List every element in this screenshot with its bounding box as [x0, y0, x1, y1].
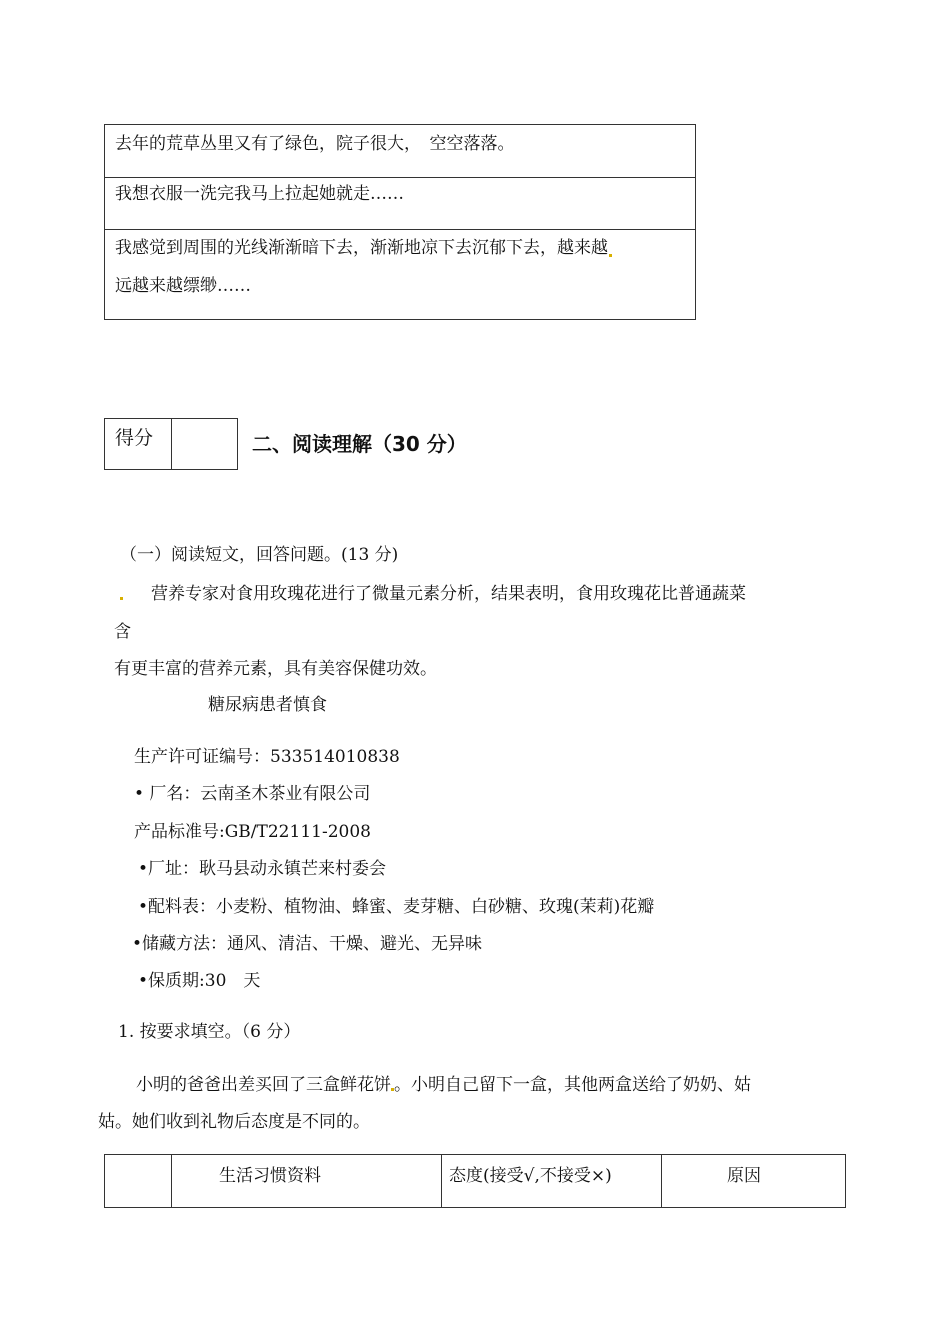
- row-text-line1: 我感觉到周围的光线渐渐暗下去，渐渐地凉下去沉郁下去，越来越: [115, 229, 612, 267]
- score-box: [104, 418, 238, 470]
- answer-table: [104, 1154, 846, 1208]
- table-row: [105, 125, 695, 178]
- row-text: 我想衣服一洗完我马上拉起她就走……: [115, 184, 404, 204]
- paragraph-line1: 营养专家对食用玫瑰花进行了微量元素分析，结果表明，食用玫瑰花比普通蔬菜: [120, 579, 746, 604]
- question-text-line2: 姑。她们收到礼物后态度是不同的。: [98, 1112, 370, 1132]
- mark-dot: [609, 254, 612, 257]
- mark-dot: [120, 597, 123, 600]
- table-row: [105, 229, 695, 319]
- factory-address: •厂址：耿马县动永镇芒来村委会: [138, 859, 387, 879]
- score-label-cell: [105, 419, 172, 469]
- section-title: 二、阅读理解（30 分）: [252, 432, 467, 456]
- passage-table: [104, 124, 696, 320]
- column-divider: [661, 1155, 662, 1207]
- paragraph-line2: 含: [114, 622, 131, 642]
- column-divider: [441, 1155, 442, 1207]
- product-standard: 产品标准号:GB/T22111-2008: [134, 822, 371, 842]
- question-text-line1: 小明的爸爸出差买回了三盒鲜花饼 。小明自己留下一盒，其他两盒送给了奶奶、姑: [136, 1075, 751, 1095]
- table-row: [105, 177, 695, 230]
- row-text-line2: 远越来越缥缈……: [115, 276, 251, 296]
- score-label: 得分: [115, 427, 154, 449]
- header-reason: 原因: [727, 1166, 761, 1186]
- license-number: 生产许可证编号：533514010838: [134, 747, 400, 767]
- reading-intro: （一）阅读短文，回答问题。(13 分): [120, 545, 399, 565]
- storage-method: •储藏方法：通风、清洁、干燥、避光、无异味: [132, 934, 483, 954]
- header-habits: 生活习惯资料: [219, 1166, 321, 1186]
- column-divider: [171, 1155, 172, 1207]
- paragraph-line3: 有更丰富的营养元素，具有美容保健功效。: [114, 659, 437, 679]
- question-title: 1. 按要求填空。（6 分）: [118, 1022, 301, 1042]
- shelf-life: •保质期:30 天: [138, 971, 261, 991]
- factory-name: • 厂名：云南圣木茶业有限公司: [134, 784, 371, 804]
- warning-text: 糖尿病患者慎食: [208, 695, 327, 715]
- header-attitude: 态度(接受√,不接受×): [449, 1166, 612, 1186]
- row-text: 去年的荒草丛里又有了绿色，院子很大， 空空落落。: [115, 134, 515, 154]
- ingredients: •配料表：小麦粉、植物油、蜂蜜、麦芽糖、白砂糖、玫瑰(茉莉)花瓣: [138, 897, 655, 917]
